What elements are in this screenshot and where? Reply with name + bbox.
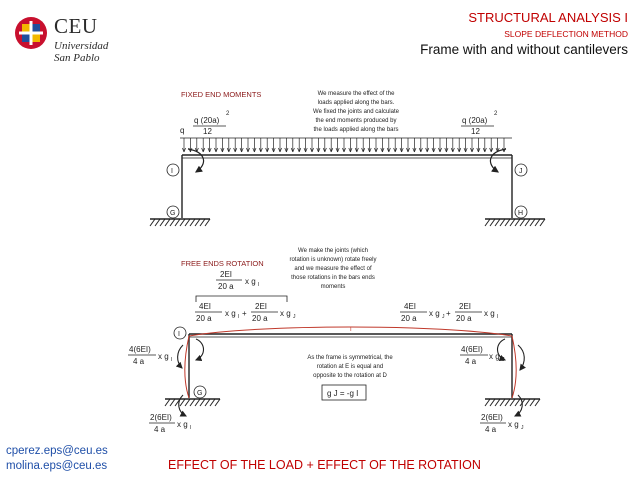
rot-base-left-den: 4 a [154,425,166,434]
fixed-heading: FIXED END MOMENTS [181,90,262,99]
rot-right-b-num: 2EI [459,302,472,311]
symmetry-note-line: rotation at E is equal and [316,364,384,370]
support-hatch-line [500,399,505,406]
rot-left-b-den: 20 a [252,314,268,323]
rot-right-a-sub: J [442,314,445,320]
rot-left-term [195,302,296,323]
rot-left-b-sub: J [293,314,296,320]
support-hatch-line [530,399,535,406]
fem-left [193,111,230,136]
rot-base-right-term [480,413,524,434]
rotation-note-line: those rotations in the bars ends [291,275,375,281]
rot-left-plus: + [242,309,247,318]
rot-right-term [400,302,498,323]
fem-left-den: 12 [203,127,212,136]
rot-right-plus: + [446,309,451,318]
rot-right-b-sub: I [497,314,499,320]
rot-top-var: x g [245,277,256,286]
support-hatch-line [535,219,540,226]
fem-right-den: 12 [471,127,480,136]
fixed-note-line: We fixed the joints and calculate [313,109,399,115]
support-label-right: H [518,210,524,217]
support-hatch-line [215,399,220,406]
rot-base-right-den: 4 a [485,425,497,434]
method-subtitle: SLOPE DEFLECTION METHOD [504,29,628,39]
email-link-2[interactable]: molina.eps@ceu.es [6,460,108,472]
rot-base-right-num: 2(6EI) [481,413,503,422]
support-hatch-line [190,219,195,226]
rot-right-base-arrow-icon [515,395,522,416]
support-hatch-line [520,219,525,226]
support-hatch-line [165,219,170,226]
rot-col-right-num: 4(6EI) [461,345,483,354]
fixed-note-line: the end moments produced by [315,118,397,124]
rot-support-label-left: G [197,390,203,397]
support-hatch-line [185,219,190,226]
symmetry-note [307,355,393,379]
load-label: q [180,126,185,135]
rot-support-left [165,399,220,406]
support-label-left: G [170,210,176,217]
rot-left-a-den: 20 a [196,314,212,323]
rot-top-sub: I [258,282,260,288]
support-hatch-line [495,219,500,226]
support-hatch-line [195,219,200,226]
support-hatch-line [200,399,205,406]
rot-support-right [485,399,540,406]
symmetry-note-line: As the frame is symmetrical, the [307,355,393,361]
support-hatch-line [175,219,180,226]
rot-base-left-var: x g [177,420,188,429]
rot-right-b-den: 20 a [456,314,472,323]
symmetry-equation: g J = -g I [327,389,359,398]
rot-left-a-var: x g [225,309,236,318]
caption: EFFECT OF THE LOAD + EFFECT OF THE ROTATION [168,458,481,472]
rot-base-right-var: x g [508,420,519,429]
rot-right-b-var: x g [484,309,495,318]
rot-col-left-term [128,345,172,366]
support-hatch-line [500,219,505,226]
support-hatch-line [180,399,185,406]
fem-left-arrow-icon [188,149,204,172]
fem-right [461,111,498,136]
rot-base-left-num: 2(6EI) [150,413,172,422]
rot-col-right-var: x g [489,352,500,361]
rot-right-col-arrow-icon [518,345,524,370]
joint-label-right: J [519,168,523,175]
support-hatch-line [205,399,210,406]
logo-line-1: Universidad [54,40,109,52]
rot-top-term [216,270,259,291]
fem-right-arrow-icon [490,149,506,172]
support-hatch-line [165,399,170,406]
rot-right-a-var: x g [429,309,440,318]
support-hatch-line [205,219,210,226]
rotation-note-line: and we measure the effect of [294,266,372,272]
email-link-1[interactable]: cperez.eps@ceu.es [6,445,108,457]
rotation-note-line: We make the joints (which [298,248,368,254]
rotation-note-line: moments [320,284,346,290]
rot-right-a-num: 4EI [404,302,417,311]
support-hatch-line [540,219,545,226]
rot-left-col-arrow-icon [178,345,183,368]
rot-left-a-num: 4EI [199,302,212,311]
support-hatch-line [200,219,205,226]
rot-col-right-sub: J [502,357,505,363]
support-hatch-line [150,219,155,226]
page-title: Frame with and without cantilevers [420,42,628,57]
support-hatch-line [490,399,495,406]
logo-name: CEU [54,14,98,38]
support-hatch-line [515,399,520,406]
rot-base-left-sub: I [190,425,192,431]
support-hatch-line [485,219,490,226]
rot-left-a-sub: I [238,314,240,320]
rot-col-left-var: x g [158,352,169,361]
fixed-support-left [150,219,210,226]
symmetry-note-line: opposite to the rotation at D [313,373,387,379]
fixed-support-right [485,219,545,226]
fem-right-exp: 2 [494,111,498,117]
support-hatch-line [505,399,510,406]
rot-col-left-den: 4 a [133,357,145,366]
support-hatch-line [535,399,540,406]
rot-col-left-sub: I [171,357,173,363]
fixed-note-line: the loads applied along the bars [313,127,399,133]
support-hatch-line [180,219,185,226]
rotation-heading: FREE ENDS ROTATION [181,259,264,268]
joint-label-left: I [171,168,173,175]
support-hatch-line [195,399,200,406]
rot-left-top-arrow-icon [196,339,204,360]
rot-base-right-sub: J [521,425,524,431]
support-hatch-line [505,219,510,226]
support-hatch-line [530,219,535,226]
support-hatch-line [510,399,515,406]
mid-mark: I [350,327,352,333]
support-hatch-line [170,399,175,406]
rot-top-num: 2EI [220,270,233,279]
support-hatch-line [210,399,215,406]
support-hatch-line [185,399,190,406]
rot-col-right-den: 4 a [465,357,477,366]
rot-left-b-num: 2EI [255,302,268,311]
rot-left-b-var: x g [280,309,291,318]
support-hatch-line [170,219,175,226]
support-hatch-line [510,219,515,226]
rot-joint-label-left: I [178,331,180,338]
distributed-load-arrows [182,138,505,152]
rot-base-left-term [149,413,191,434]
rot-col-left-num: 4(6EI) [129,345,151,354]
support-hatch-line [485,399,490,406]
support-hatch-line [495,399,500,406]
fixed-note-line: We measure the effect of the [317,91,395,97]
support-hatch-line [525,219,530,226]
support-hatch-line [525,399,530,406]
rot-right-a-den: 20 a [401,314,417,323]
rotation-note-line: rotation is unknown) rotate freely [289,257,377,263]
fixed-note-line: loads applied along the bars. [317,100,395,106]
support-hatch-line [190,399,195,406]
fixed-note [313,91,400,133]
support-hatch-line [155,219,160,226]
rot-col-right-term [460,345,505,366]
course-title: STRUCTURAL ANALYSIS I [468,10,628,25]
logo-line-2: San Pablo [54,52,100,64]
rot-top-den: 20 a [218,282,234,291]
fem-left-num: q (20a) [194,116,220,125]
rotation-note [289,248,376,290]
fem-left-exp: 2 [226,111,230,117]
support-hatch-line [490,219,495,226]
fem-right-num: q (20a) [462,116,488,125]
support-hatch-line [160,219,165,226]
support-hatch-line [515,219,520,226]
